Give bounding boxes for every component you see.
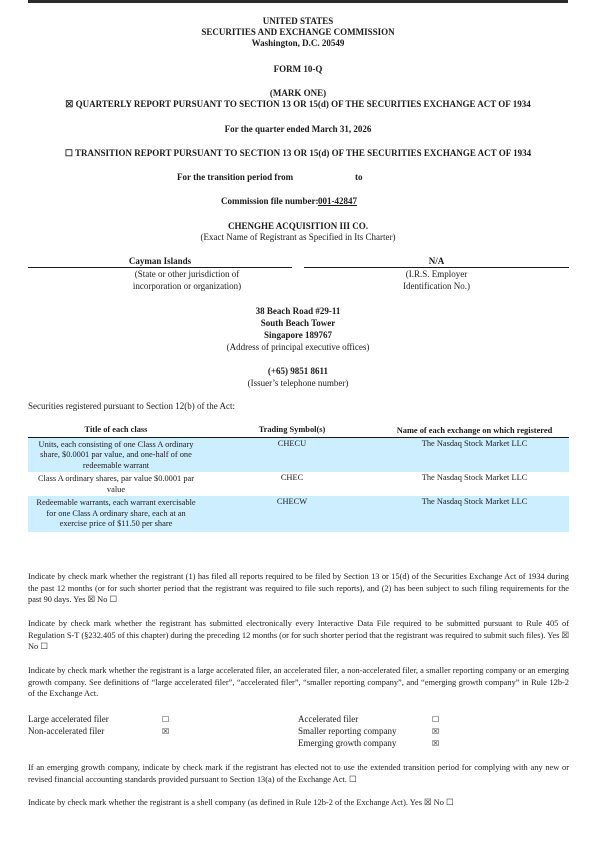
- table-row: [28, 496, 569, 532]
- table-row: [28, 437, 569, 472]
- exchange-name: The Nasdaq Stock Market LLC: [380, 437, 569, 472]
- trading-symbol: CHEC: [280, 473, 304, 482]
- commission-file-label: Commission file number:: [221, 196, 319, 206]
- telephone-caption: (Issuer’s telephone number): [247, 378, 349, 388]
- non-accelerated-filer-label: Non-accelerated filer: [28, 726, 105, 736]
- jurisdiction-rule: [28, 267, 292, 268]
- smaller-reporting-company-label: Smaller reporting company: [298, 726, 397, 736]
- non-accelerated-filer-checkbox[interactable]: ☒: [162, 727, 170, 736]
- trading-symbol: CHECU: [204, 437, 380, 472]
- irs-rule: [304, 267, 569, 268]
- transition-period-label: For the transition period from: [177, 172, 294, 182]
- irs-caption-1: (I.R.S. Employer: [405, 269, 468, 279]
- irs-caption-2: Identification No.): [403, 281, 470, 291]
- jurisdiction-value: Cayman Islands: [128, 256, 192, 266]
- smaller-reporting-company-checkbox[interactable]: ☒: [432, 727, 440, 736]
- transition-report-option: ☐ TRANSITION REPORT PURSUANT TO SECTION 13 OR 15(d) OF THE SECURITIES EXCHANGE ACT OF 1934: [64, 148, 532, 158]
- accelerated-filer-label: Accelerated filer: [298, 714, 359, 724]
- address-line-1: 38 Beach Road #29-11: [255, 306, 341, 316]
- col-header-symbol: Trading Symbol(s): [204, 424, 380, 437]
- exchange-name: The Nasdaq Stock Market LLC: [421, 473, 528, 482]
- transition-period-to: to: [355, 172, 363, 182]
- securities-table: [28, 424, 569, 532]
- reports-filed-paragraph: Indicate by check mark whether the registrant (1) has filed all reports required to be filed by Section 13 or 15(d) of the Securities Exchange Act of 1934 during the past 12 months (or for such shorter period that the registrant was required to file such reports), and (2) has been subject to such filing requirements for the past 90 days. Yes ☒ No ☐: [28, 572, 569, 605]
- accelerated-filer-checkbox[interactable]: ☐: [432, 715, 440, 724]
- col-header-title: Title of each class: [28, 424, 204, 437]
- mark-one: (MARK ONE): [269, 88, 327, 98]
- emerging-growth-company-checkbox[interactable]: ☒: [432, 739, 440, 748]
- interactive-data-paragraph: Indicate by check mark whether the registrant has submitted electronically every Interactive Data File required to be submitted pursuant to Rule 405 of Regulation S-T (§232.405 of this chapter) during the preceding 12 months (or for such shorter period that the registrant was required to submit such files). Yes ☒ No ☐: [28, 619, 569, 652]
- col-header-exchange: Name of each exchange on which registered: [380, 424, 569, 437]
- large-accelerated-filer-label: Large accelerated filer: [28, 714, 109, 724]
- trading-symbol: CHECW: [204, 496, 380, 532]
- quarterly-report-option: ☒ QUARTERLY REPORT PURSUANT TO SECTION 13 OR 15(d) OF THE SECURITIES EXCHANGE ACT OF 1934: [65, 99, 531, 109]
- table-row: [28, 472, 569, 496]
- agency-heading: SECURITIES AND EXCHANGE COMMISSION: [201, 27, 395, 37]
- shell-company-paragraph: Indicate by check mark whether the registrant is a shell company (as defined in Rule 12b-2 of the Exchange Act). Yes ☒ No ☐: [28, 798, 454, 807]
- address-line-2: South Beach Tower: [260, 318, 336, 328]
- table-header-row: [28, 424, 569, 437]
- jurisdiction-caption-1: (State or other jurisdiction of: [134, 269, 240, 279]
- emerging-growth-company-label: Emerging growth company: [298, 738, 397, 748]
- security-title: Units, each consisting of one Class A ordinary share, $0.0001 par value, and one-half of one redeemable warrant: [28, 437, 204, 472]
- telephone-number: (+65) 9851 8611: [267, 366, 329, 376]
- quarter-ended: For the quarter ended March 31, 2026: [224, 124, 372, 134]
- agency-address: Washington, D.C. 20549: [251, 38, 345, 48]
- security-title: Redeemable warrants, each warrant exercisable for one Class A ordinary share, each at an exercise price of $11.50 per share: [28, 496, 204, 532]
- extended-transition-paragraph: If an emerging growth company, indicate by check mark if the registrant has elected not to use the extended transition period for complying with any new or revised financial accounting standards provided pursuant to Section 13(a) of the Exchange Act. ☐: [28, 763, 569, 784]
- commission-file-number: 001-42847: [318, 196, 357, 206]
- registrant-name-caption: (Exact Name of Registrant as Specified in Its Charter): [200, 232, 396, 242]
- securities-intro: Securities registered pursuant to Section 12(b) of the Act:: [28, 401, 235, 411]
- irs-number-value: N/A: [428, 256, 445, 266]
- registrant-name: CHENGHE ACQUISITION III CO.: [227, 221, 369, 231]
- security-title: Class A ordinary shares, par value $0.0001 par value: [37, 474, 195, 494]
- exchange-name: The Nasdaq Stock Market LLC: [380, 496, 569, 532]
- address-line-3: Singapore 189767: [263, 330, 333, 340]
- form-title: FORM 10-Q: [273, 64, 323, 74]
- country-heading: UNITED STATES: [262, 16, 334, 26]
- jurisdiction-caption-2: incorporation or organization): [132, 281, 242, 291]
- top-rule: [28, 0, 568, 3]
- large-accelerated-filer-checkbox[interactable]: ☐: [162, 715, 170, 724]
- filer-type-paragraph: Indicate by check mark whether the registrant is a large accelerated filer, an accelerated filer, a non-accelerated filer, a smaller reporting company or an emerging growth company. See definitions of “large accelerated filer”, “accelerated filer”, “smaller reporting company”, and “emerging growth company” in Rule 12b-2 of the Exchange Act.: [28, 666, 569, 699]
- address-caption: (Address of principal executive offices): [226, 342, 370, 352]
